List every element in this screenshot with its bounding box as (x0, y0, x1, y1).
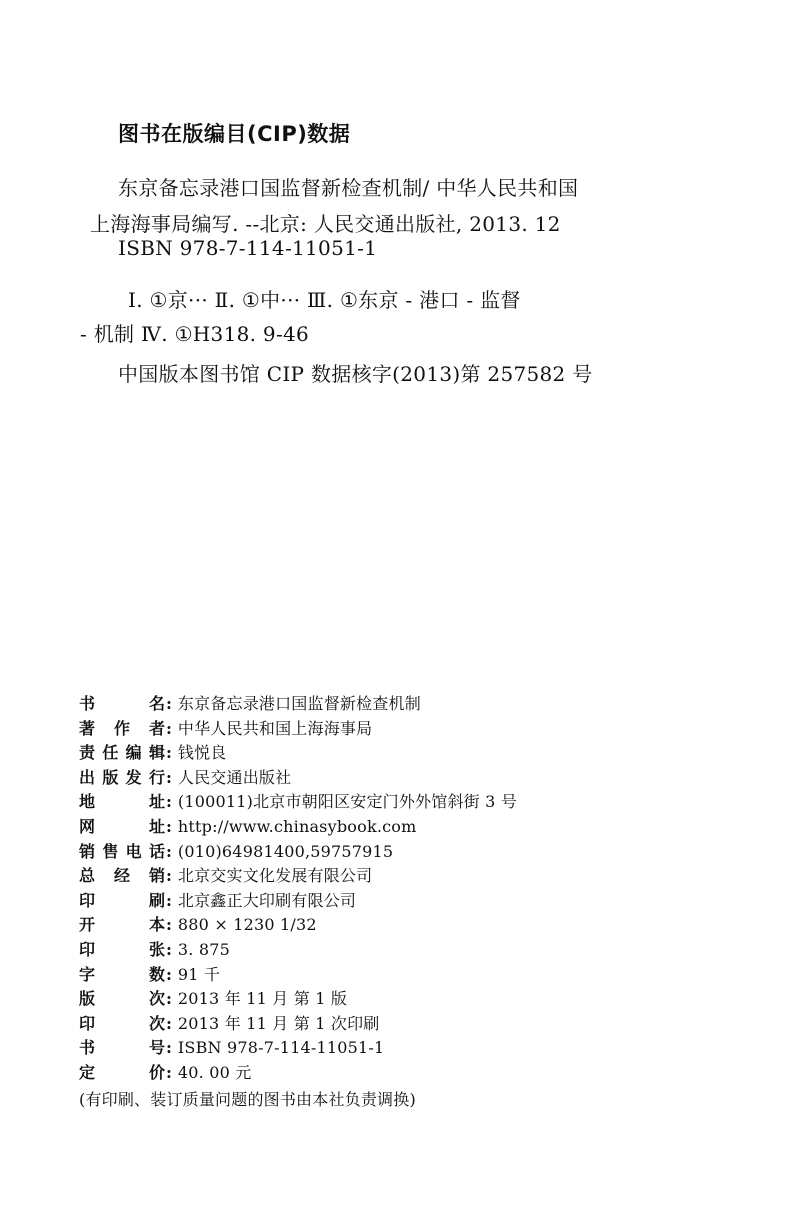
info-label: 责任编辑 (79, 743, 165, 763)
info-label: 印 张 (79, 939, 165, 959)
info-label: 销售电话 (79, 841, 165, 861)
cip-isbn-line: ISBN 978-7-114-11051-1 (118, 236, 378, 260)
info-value: http://www.chinasybook.com (177, 816, 417, 836)
info-label: 网 址 (79, 816, 165, 836)
info-value: (100011)北京市朝阳区安定门外外馆斜街 3 号 (177, 792, 518, 812)
info-row (79, 691, 719, 716)
info-colon: : (166, 1038, 172, 1058)
info-row (79, 839, 719, 864)
info-value: (010)64981400,59757915 (177, 841, 394, 861)
info-label: 开 本 (79, 915, 165, 935)
info-colon: : (166, 694, 172, 713)
cip-record-number: 中国版本图书馆 CIP 数据核字(2013)第 257582 号 (118, 362, 593, 386)
info-label: 书 名 (79, 694, 165, 713)
info-colon: : (166, 718, 172, 738)
info-row (79, 888, 719, 913)
info-row (79, 1011, 719, 1036)
info-label: 出版发行 (79, 767, 165, 787)
info-row (79, 789, 719, 814)
info-value: 北京交实文化发展有限公司 (177, 866, 373, 886)
info-value: 880 × 1230 1/32 (177, 915, 317, 935)
info-colon: : (166, 743, 172, 763)
info-colon: : (166, 767, 172, 787)
info-value: 40. 00 元 (177, 1062, 252, 1082)
cip-subject-line: Ⅰ. ①京··· Ⅱ. ①中··· Ⅲ. ①东京 - 港口 - 监督 (128, 288, 521, 312)
info-colon: : (166, 989, 172, 1009)
publication-info-rows (79, 691, 719, 1085)
info-colon: : (166, 792, 172, 812)
quality-note: (有印刷、装订质量问题的图书由本社负责调换) (79, 1089, 416, 1109)
info-colon: : (166, 866, 172, 886)
info-colon: : (166, 915, 172, 935)
info-row (79, 814, 719, 839)
info-value: 2013 年 11 月 第 1 次印刷 (177, 1013, 380, 1033)
info-label: 印 次 (79, 1013, 165, 1033)
info-value: 91 千 (177, 964, 221, 984)
info-value: 北京鑫正大印刷有限公司 (177, 890, 357, 910)
info-value: 中华人民共和国上海海事局 (177, 718, 373, 738)
info-label: 印 刷 (79, 890, 165, 910)
info-colon: : (166, 964, 172, 984)
info-row (79, 962, 719, 987)
info-label: 字 数 (79, 964, 165, 984)
info-value: 3. 875 (177, 939, 230, 959)
info-value: ISBN 978-7-114-11051-1 (177, 1038, 385, 1058)
info-label: 地 址 (79, 792, 165, 812)
info-colon: : (166, 890, 172, 910)
info-colon: : (166, 841, 172, 861)
info-value: 钱悦良 (177, 743, 227, 763)
cip-subject-line-cont: - 机制 Ⅳ. ①H318. 9-46 (80, 322, 310, 346)
cip-title-line: 东京备忘录港口国监督新检查机制/ 中华人民共和国 (118, 176, 579, 200)
info-colon: : (166, 1013, 172, 1033)
info-value: 2013 年 11 月 第 1 版 (177, 989, 348, 1009)
info-label: 书 号 (79, 1038, 165, 1058)
info-row (79, 937, 719, 962)
info-row (79, 863, 719, 888)
info-value: 东京备忘录港口国监督新检查机制 (177, 694, 421, 713)
info-label: 总 经 销 (79, 866, 165, 886)
info-row (79, 1060, 719, 1085)
cip-heading: 图书在版编目(CIP)数据 (118, 122, 351, 146)
info-colon: : (166, 1062, 172, 1082)
info-row (79, 912, 719, 937)
info-row (79, 986, 719, 1011)
info-row (79, 1035, 719, 1060)
info-row (79, 765, 719, 790)
info-label: 著 作 者 (79, 718, 165, 738)
info-row (79, 740, 719, 765)
cip-publisher-line: 上海海事局编写. --北京: 人民交通出版社, 2013. 12 (90, 212, 561, 236)
publication-info (79, 691, 719, 1110)
info-label: 版 次 (79, 989, 165, 1009)
info-row (79, 716, 719, 741)
info-value: 人民交通出版社 (177, 767, 292, 787)
info-label: 定 价 (79, 1062, 165, 1082)
info-colon: : (166, 816, 172, 836)
info-colon: : (166, 939, 172, 959)
